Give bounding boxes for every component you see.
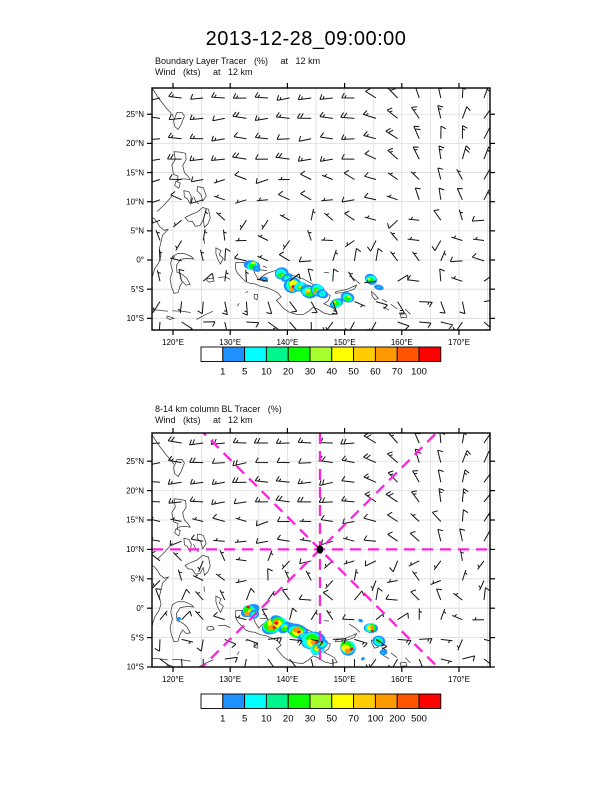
- colorbar-label: 5: [241, 713, 248, 725]
- colorbar-cell: [419, 694, 441, 709]
- lon-tick-label: 160°E: [390, 338, 413, 347]
- lon-tick-label: 130°E: [219, 338, 242, 347]
- map-panel-bottom: [20, 249, 612, 792]
- lat-tick-label: 0°: [136, 603, 144, 613]
- coastlines: [150, 89, 411, 320]
- panel-top-subtitle-2: Wind (kts) at 12 km: [155, 67, 253, 77]
- colorbar-cell: [332, 347, 354, 362]
- colorbar-label: 30: [304, 713, 316, 725]
- colorbar-label: 1: [220, 713, 226, 725]
- lat-tick-label: 25°N: [126, 109, 144, 119]
- lat-tick-label: 15°N: [126, 168, 144, 178]
- lon-tick-label: 160°E: [390, 675, 413, 684]
- colorbar-label: 50: [326, 713, 338, 725]
- lat-tick-label: 20°N: [126, 486, 144, 496]
- colorbar-cell: [223, 347, 245, 362]
- colorbar-cell: [419, 347, 441, 362]
- lon-tick-label: 120°E: [162, 338, 184, 347]
- colorbar-label: 100: [411, 366, 427, 378]
- colorbar-top: [201, 347, 441, 378]
- colorbar-label: 20: [282, 713, 294, 725]
- lon-tick-label: 140°E: [276, 675, 299, 684]
- colorbar-label: 20: [282, 366, 294, 378]
- lat-tick-label: 10°N: [126, 545, 144, 555]
- colorbar-cell: [288, 347, 310, 362]
- colorbar-cell: [201, 347, 223, 362]
- figure-title: 2013-12-28_09:00:00: [205, 28, 407, 50]
- panel-bottom-subtitle-1: 8-14 km column BL Tracer (%): [155, 404, 282, 414]
- lon-tick-label: 150°E: [333, 338, 356, 347]
- colorbar-label: 5: [241, 366, 248, 378]
- lat-tick-label: 25°N: [126, 456, 144, 466]
- lat-tick-label: 10°N: [126, 197, 144, 207]
- colorbar-cell: [332, 694, 354, 709]
- colorbar-cell: [288, 694, 310, 709]
- colorbar-label: 60: [370, 366, 381, 378]
- colorbar-cell: [266, 694, 288, 709]
- colorbar-cell: [375, 347, 397, 362]
- lat-tick-label: 5°S: [131, 284, 144, 294]
- colorbar-label: 50: [348, 366, 359, 378]
- lon-tick-label: 170°E: [448, 338, 470, 347]
- panel-bottom-subtitle-2: Wind (kts) at 12 km: [155, 415, 253, 425]
- colorbar-label: 10: [261, 366, 272, 378]
- colorbar-label: 100: [367, 713, 384, 725]
- colorbar-cell: [354, 347, 376, 362]
- colorbar-label: 30: [304, 366, 316, 378]
- lat-tick-label: 0°: [136, 255, 144, 265]
- lat-tick-label: 10°S: [126, 314, 144, 324]
- colorbar-cell: [354, 694, 376, 709]
- colorbar-cell: [223, 694, 245, 709]
- lat-tick-label: 5°N: [130, 226, 144, 236]
- lat-tick-label: 5°S: [131, 633, 144, 643]
- tracer-contours: [243, 259, 384, 310]
- lon-tick-label: 120°E: [162, 675, 184, 684]
- coastlines: [150, 435, 411, 668]
- panel-top-subtitle-1: Boundary Layer Tracer (%) at 12 km: [155, 56, 321, 66]
- colorbar-label: 10: [261, 713, 272, 725]
- colorbar-label: 200: [389, 713, 406, 725]
- colorbar-cell: [397, 347, 419, 362]
- colorbar-cell: [397, 694, 419, 709]
- lat-tick-label: 10°S: [126, 662, 144, 672]
- colorbar-label: 1: [220, 366, 226, 378]
- lat-tick-label: 5°N: [130, 574, 144, 584]
- colorbar-label: 70: [391, 366, 403, 378]
- colorbar-cell: [245, 347, 267, 362]
- lon-tick-label: 170°E: [448, 675, 470, 684]
- colorbar-cell: [245, 694, 267, 709]
- colorbar-cell: [375, 694, 397, 709]
- lon-tick-label: 130°E: [219, 675, 242, 684]
- colorbar-label: 70: [348, 713, 359, 725]
- colorbar-label: 40: [326, 366, 338, 378]
- map-panel-top: [146, 85, 496, 335]
- colorbar-cell: [310, 347, 332, 362]
- source-marker-dot: [317, 545, 324, 554]
- lon-tick-label: 140°E: [276, 338, 299, 347]
- tracer-contours: [176, 601, 388, 661]
- colorbar-cell: [201, 694, 223, 709]
- colorbar-cell: [266, 347, 288, 362]
- lat-tick-label: 15°N: [126, 515, 144, 525]
- lon-tick-label: 150°E: [333, 675, 356, 684]
- colorbar-bottom: [201, 694, 441, 725]
- colorbar-label: 500: [411, 713, 427, 725]
- lat-tick-label: 20°N: [126, 139, 144, 149]
- colorbar-cell: [310, 694, 332, 709]
